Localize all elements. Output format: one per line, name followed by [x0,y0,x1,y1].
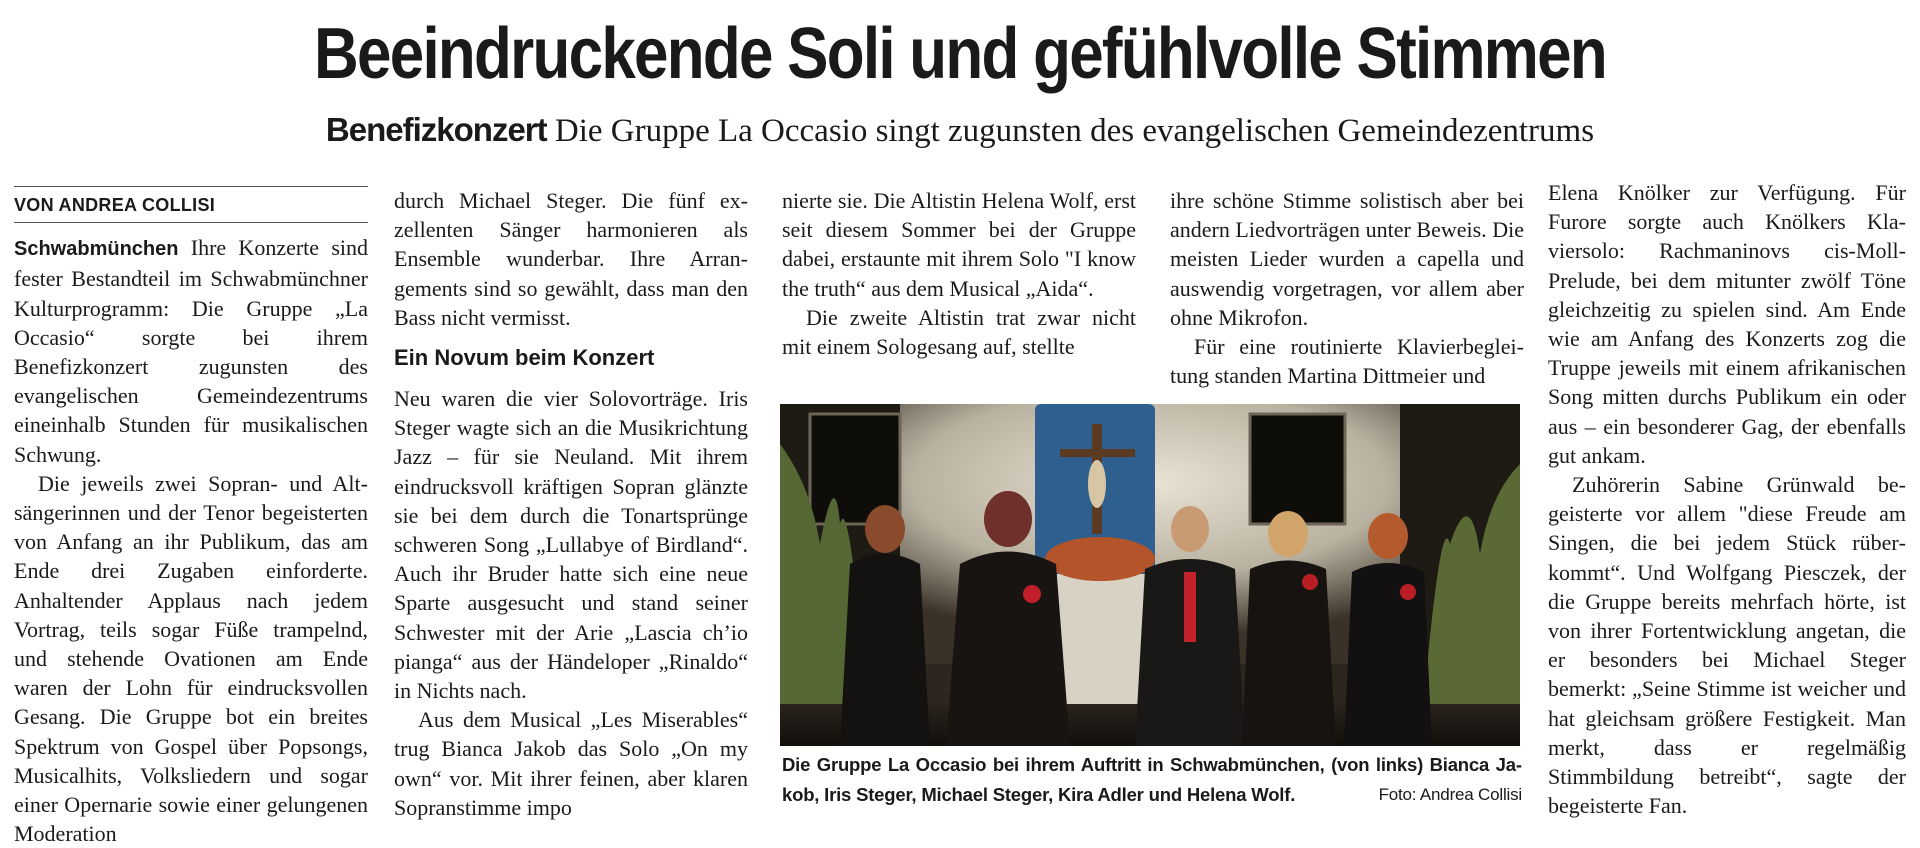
subheadline: Die Gruppe La Occasio singt zugunsten des evangelischen Gemeindezentrums [554,113,1595,149]
column-5 [1548,178,1906,820]
photo-credit: Foto: Andrea Collisi [1378,785,1522,804]
concert-photo [780,404,1520,746]
paragraph-4: Neu waren die vier Solovorträge. Iris Steger wagte sich an die Musikrichtung Jazz – für sie Neuland. Mit ihrem eindrucksvoll kräftigen Sopran glänzte sie bei dem durch die Tonartsprünge schweren Song „Lullabye of Birdland“. Auch ihr Bruder hatte sich eine neue Sparte ausgesucht und stand seiner Schwester mit der Arie „Lascia ch’io pianga“ aus der Händeloper „Rinaldo“ in Nichts nach. [394,386,748,704]
concert-photo-illustration [780,404,1520,746]
paragraph-1 [14,233,368,469]
paragraph-10: Elena Knölker zur Verfügung. Für Furore sorgte auch Knölkers Klaviersolo: Rachmaninovs cis-Moll-Prelude, bei dem mitunter zwölf Töne gleichzeitig zu spielen sind. Am Ende wie am Anfang des Konzerts zog die Truppe jeweils mit einem afrikanischen Song mitten durchs Publikum ein oder aus – ein besonderer Gag, der ebenfalls gut ankam. [1548,180,1906,468]
paragraph-3: durch Michael Steger. Die fünf exzellenten Sänger harmonieren als Ensemble wunderbar. Ihre Arrangements sind so gewählt, dass man den Bass nicht vermisst. [394,188,748,330]
paragraph-1-text: Ihre Konzerte sind fester Bestandteil im Schwabmünchner Kulturprogramm: Die Gruppe „La Occasio“ sorgte bei ihrem Benefizkonzert zugunsten des evangelischen Gemeindezentrums eineinhalb Stunden für musikalischen Schwung. [14,235,368,467]
paragraph-2: Die jeweils zwei Sopran- und Altsängerinnen und der Tenor begeisterten von Anfang an ihr Publikum, das am Ende drei Zugaben einforderte. Anhaltender Applaus nach jedem Vortrag, teils sogar Füße trampelnd, und stehende Ovationen am Ende waren der Lohn für eindrucksvollen Gesang. Die Gruppe bot ein breites Spektrum von Gospel über Popsongs, Musicalhits, Volksliedern und sogar einer Opernarie sowie einer gelungenen Moderation [14,470,368,847]
byline: VON ANDREA COLLISI [14,186,368,223]
photo-caption [782,750,1522,810]
paragraph-9: Für eine routinierte Klavierbegleitung standen Martina Dittmeier und [1170,334,1524,389]
column-3 [782,186,1136,361]
paragraph-8: ihre schöne Stimme solistisch aber bei andern Liedvorträgen unter Beweis. Die meisten Lieder wurden a capella und auswendig vorgetragen, vor allem aber ohne Mikrofon. [1170,188,1524,330]
paragraph-11: Zuhörerin Sabine Grünwald begeisterte vor allem "diese Freude am Singen, die bei jedem Stück rüberkommt“. Und Wolfgang Piesczek, der die Gruppe bereits mehrfach hörte, ist von ihrer Fortentwicklung angetan, die er besonders bei Michael Steger bemerkt: „Seine Stimme ist weicher und hat gleichsam größere Festigkeit. Man merkt, dass er regelmäßig Stimmbildung betreibt“, sagte der begeisterte Fan. [1548,472,1906,819]
dateline-place: Schwabmünchen [14,238,179,261]
paragraph-7: Die zweite Altistin trat zwar nicht mit einem Sologesang auf, stellte [782,304,1136,360]
column-2 [394,186,748,822]
photo-caption-text: Die Gruppe La Occasio bei ihrem Auftritt in Schwabmünchen, (von links) Bianca Jakob, Iris Steger, Michael Steger, Kira Adler und Helena Wolf. [782,754,1522,805]
paragraph-5: Aus dem Musical „Les Miserables“ trug Bianca Jakob das Solo „On my own“ vor. Mit ihrer feinen, aber klaren Sopranstimme impo [394,707,748,820]
column-1 [14,186,368,848]
kicker: Benefizkonzert [325,111,547,148]
paragraph-6: nierte sie. Die Altistin Helena Wolf, erst seit diesem Sommer bei der Gruppe dabei, erstaunte mit ihrem Solo "I know the truth“ aus dem Musical „Aida“. [782,188,1136,301]
column-4 [1170,186,1524,390]
headline: Beeindruckende Soli und gefühlvolle Stimmen [314,14,1606,94]
subheadline-line [0,108,1920,153]
subhead: Ein Novum beim Konzert [394,345,655,371]
